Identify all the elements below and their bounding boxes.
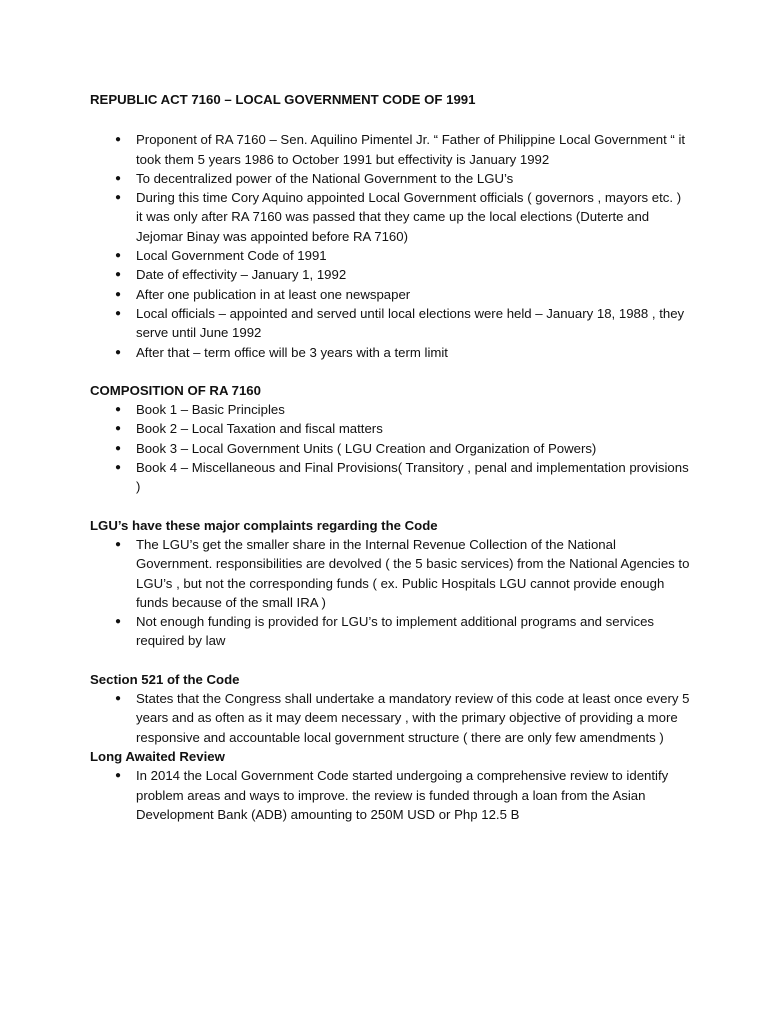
list-item xyxy=(90,246,690,265)
review-bullet-list xyxy=(90,766,690,824)
list-item xyxy=(90,265,690,284)
bullet-icon: ● xyxy=(114,307,122,319)
list-item xyxy=(90,458,690,497)
bullet-icon: ● xyxy=(114,269,122,281)
list-item xyxy=(90,612,690,651)
composition-bullet-list xyxy=(90,400,690,496)
section-title-long-awaited-review: Long Awaited Review xyxy=(90,748,225,764)
list-item-text: Book 3 – Local Government Units ( LGU Creation and Organization of Powers) xyxy=(136,440,597,456)
list-item-text: In 2014 the Local Government Code started undergoing a comprehensive review to identify problem areas and ways to improve. the review is funded through a loan from the Asian Development Bank (ADB) amounting to 250M USD or Php 12.5 B xyxy=(136,768,669,822)
list-item xyxy=(90,285,690,304)
list-item-text: After one publication in at least one newspaper xyxy=(136,286,411,302)
bullet-icon: ● xyxy=(114,134,122,146)
bullet-icon: ● xyxy=(114,770,122,782)
list-item xyxy=(90,439,690,458)
list-item-text: Proponent of RA 7160 – Sen. Aquilino Pimentel Jr. “ Father of Philippine Local Government “ it took them 5 years 1986 to October 1991 but effectivity is January 1992 xyxy=(136,132,686,167)
list-item-text: States that the Congress shall undertake a mandatory review of this code at least once every 5 years and as often as it may deem necessary , with the primary objective of providing a more responsive and accountable local government structure ( there are only few amendments ) xyxy=(136,691,690,745)
bullet-icon: ● xyxy=(114,442,122,454)
list-item-text: To decentralized power of the National Government to the LGU’s xyxy=(136,170,514,186)
list-item-text: Book 4 – Miscellaneous and Final Provisions( Transitory , penal and implementation provisions ) xyxy=(136,460,689,495)
bullet-icon: ● xyxy=(114,693,122,705)
bullet-icon: ● xyxy=(114,288,122,300)
bullet-icon: ● xyxy=(114,192,122,204)
list-item xyxy=(90,400,690,419)
list-item-text: Book 2 – Local Taxation and fiscal matters xyxy=(136,421,383,437)
ra7160-bullet-list xyxy=(90,130,690,362)
list-item-text: During this time Cory Aquino appointed Local Government officials ( governors , mayors etc. ) it was only after RA 7160 was passed that they came up the local elections (Duterte and Jejomar Binay was appointed before RA 7160) xyxy=(136,190,682,244)
list-item-text: Local officials – appointed and served until local elections were held – January 18, 1988 , they serve until June 1992 xyxy=(136,305,685,341)
list-item xyxy=(90,169,690,188)
bullet-icon: ● xyxy=(114,538,122,550)
list-item xyxy=(90,343,690,362)
list-item-text: After that – term office will be 3 years with a term limit xyxy=(136,344,448,360)
list-item xyxy=(90,419,690,438)
complaints-bullet-list xyxy=(90,535,690,651)
list-item xyxy=(90,130,690,169)
section-title-ra7160: REPUBLIC ACT 7160 – LOCAL GOVERNMENT CODE OF 1991 xyxy=(90,92,476,107)
bullet-icon: ● xyxy=(114,423,122,435)
bullet-icon: ● xyxy=(114,404,122,416)
list-item-text: Book 1 – Basic Principles xyxy=(136,402,285,418)
section-title-lgu-complaints: LGU’s have these major complaints regarding the Code xyxy=(90,517,438,533)
section-521-bullet-list xyxy=(90,689,690,747)
list-item xyxy=(90,188,690,246)
section-title-composition: COMPOSITION OF RA 7160 xyxy=(90,382,261,398)
list-item-text: The LGU’s get the smaller share in the Internal Revenue Collection of the National Government. responsibilities are devolved ( the 5 basic services) from the National Agencies to LGU’s , but not the corresponding funds ( ex. Public Hospitals LGU cannot provide enough funds because of the small IRA ) xyxy=(136,536,690,610)
list-item xyxy=(90,535,690,612)
bullet-icon: ● xyxy=(114,616,122,628)
list-item xyxy=(90,689,690,747)
list-item-text: Date of effectivity – January 1, 1992 xyxy=(136,267,347,283)
list-item-text: Local Government Code of 1991 xyxy=(136,248,327,264)
bullet-icon: ● xyxy=(114,172,122,184)
list-item xyxy=(90,304,690,343)
list-item-text: Not enough funding is provided for LGU’s to implement additional programs and services required by law xyxy=(136,614,655,649)
document-page xyxy=(90,90,690,824)
list-item xyxy=(90,766,690,824)
bullet-icon: ● xyxy=(114,346,122,358)
section-title-section-521: Section 521 of the Code xyxy=(90,671,240,687)
bullet-icon: ● xyxy=(114,462,122,474)
bullet-icon: ● xyxy=(114,250,122,262)
